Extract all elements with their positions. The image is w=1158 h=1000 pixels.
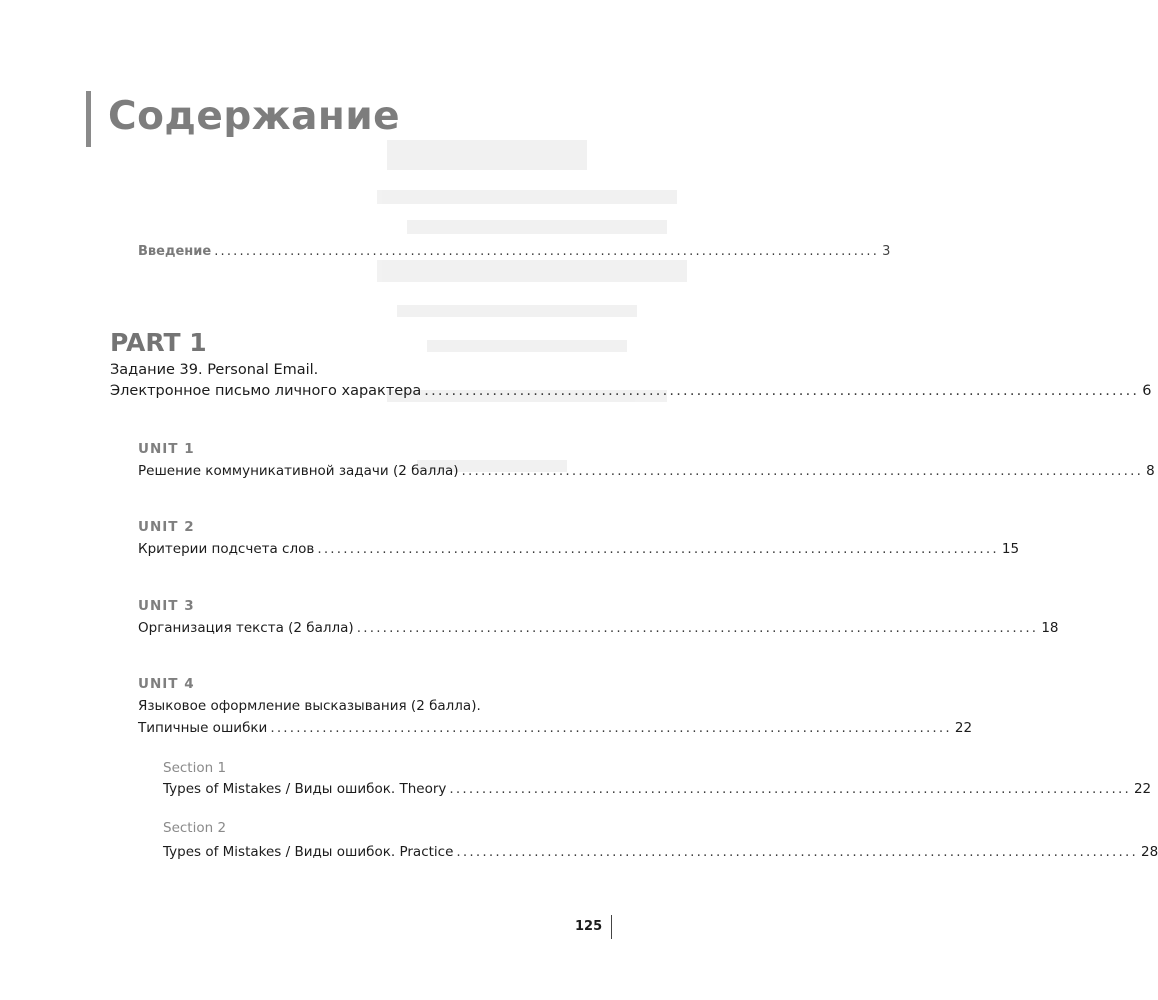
toc-entry-label: Организация текста (2 балла)	[138, 620, 354, 636]
toc-page-number: 15	[1001, 541, 1020, 557]
toc-entry-unit4-line1[interactable]: Языковое оформление высказывания (2 балла).	[138, 698, 481, 714]
section-label: Section 2	[163, 820, 227, 836]
toc-page-number: 3	[882, 244, 891, 259]
toc-entry-label: Решение коммуникативной задачи (2 балла)	[138, 463, 459, 479]
unit-label: UNIT 3	[138, 598, 195, 614]
part-heading: PART 1	[110, 328, 207, 357]
toc-page-number: 22	[1133, 781, 1152, 797]
toc-entry-label: Критерии подсчета слов	[138, 541, 315, 557]
bleed-through-texture	[367, 130, 697, 550]
toc-entry-unit4[interactable]	[138, 720, 973, 736]
toc-entry-section2[interactable]	[163, 844, 1158, 860]
unit-label: UNIT 2	[138, 519, 195, 535]
toc-page-number: 6	[1142, 383, 1152, 399]
folio-divider	[611, 915, 612, 939]
toc-page-number: 22	[954, 720, 973, 736]
leader-dots: .........................................................................................................	[356, 620, 1039, 636]
leader-dots: .........................................................................................................	[456, 844, 1138, 860]
leader-dots: .........................................................................................................	[214, 244, 880, 259]
part-title-line1[interactable]: Задание 39. Personal Email.	[110, 362, 319, 378]
toc-entry-unit2[interactable]	[138, 541, 1020, 557]
toc-entry-label: Types of Mistakes / Виды ошибок. Theory	[163, 781, 447, 797]
leader-dots: .........................................................................................................	[449, 781, 1131, 797]
toc-entry-part1[interactable]	[110, 383, 1152, 399]
page-folio-number: 125	[575, 919, 603, 934]
toc-entry-intro[interactable]	[138, 244, 891, 259]
toc-page-number: 28	[1140, 844, 1158, 860]
unit-label: UNIT 4	[138, 676, 195, 692]
leader-dots: .........................................................................................................	[424, 383, 1140, 399]
toc-entry-section1[interactable]	[163, 781, 1152, 797]
toc-entry-unit1[interactable]	[138, 463, 1155, 479]
leader-dots: .........................................................................................................	[461, 463, 1144, 479]
section-label: Section 1	[163, 760, 227, 776]
toc-entry-label: Types of Mistakes / Виды ошибок. Practice	[163, 844, 454, 860]
toc-entry-label: Типичные ошибки	[138, 720, 268, 736]
toc-page-number: 8	[1146, 463, 1155, 479]
leader-dots: .........................................................................................................	[317, 541, 999, 557]
part-title-line2: Электронное письмо личного характера	[110, 383, 422, 399]
page-title: Содержание	[108, 94, 401, 139]
toc-entry-label: Введение	[138, 244, 212, 259]
title-accent-bar	[86, 91, 91, 147]
leader-dots: .........................................................................................................	[270, 720, 952, 736]
unit-label: UNIT 1	[138, 441, 195, 457]
toc-page-number: 18	[1041, 620, 1059, 636]
toc-entry-unit3[interactable]	[138, 620, 1059, 636]
